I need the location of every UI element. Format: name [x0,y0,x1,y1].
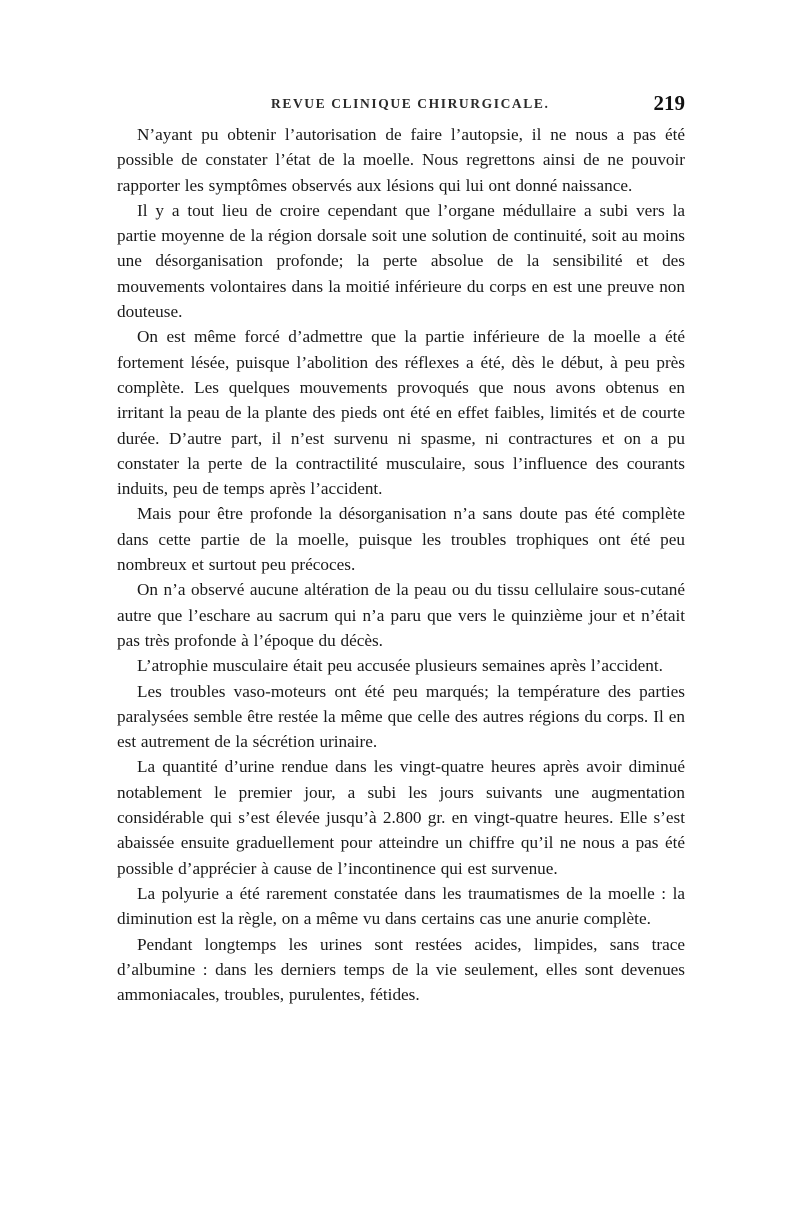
paragraph: Il y a tout lieu de croire cependant que l’organe médullaire a subi vers la partie moyenne de la région dorsale soit une solution de continuité, soit au moins une désorganisation profonde; la perte absolue de la sensibilité et des mouvements volontaires dans la moitié inférieure du corps en est une preuve non douteuse. [117,200,685,322]
paragraph: La polyurie a été rarement constatée dans les traumatismes de la moelle : la diminution est la règle, on a même vu dans certains cas une anurie complète. [117,883,685,929]
page-number: 219 [653,91,685,115]
paragraph: Pendant longtemps les urines sont restées acides, limpides, sans trace d’albumine : dans les derniers temps de la vie seulement, elles sont devenues ammoniacales, troubles, purulentes, fétides. [117,934,685,1005]
page-content [117,92,685,1007]
paragraph: On n’a observé aucune altération de la peau ou du tissu cellulaire sous-cutané autre que l’eschare au sacrum qui n’a paru que vers le quinzième jour et n’était pas très profonde à l’époque du décès. [117,580,685,650]
paragraph: Les troubles vaso-moteurs ont été peu marqués; la température des parties paralysées semble être restée la même que celle des autres régions du corps. Il en est autrement de la sécrétion urinaire. [117,681,685,752]
paragraph: La quantité d’urine rendue dans les vingt-quatre heures après avoir diminué notablement le premier jour, a subi les jours suivants une augmentation considérable qui s’est élevée jusqu’à 2.800 gr. en vingt-quatre heures. Elle s’est abaissée ensuite graduellement pour atteindre un chiffre qu’il ne nous a pas été possible d’apprécier à cause de l’incontinence qui est survenue. [117,757,685,878]
page-header [117,92,685,122]
paragraph: On est même forcé d’admettre que la partie inférieure de la moelle a été fortement lésée, puisque l’abolition des réflexes a été, dès le début, à peu près complète. Les quelques mouvements provoqués que nous avons obtenus en irritant la peau de la plante des pieds ont été en effet faibles, limités et de courte durée. D’autre part, il n’est survenu ni spasme, ni contractures et on a pu constater la perte de la contractilité musculaire, sous l’influence des courants induits, peu de temps après l’accident. [117,327,685,499]
paragraph: N’ayant pu obtenir l’autorisation de faire l’autopsie, il ne nous a pas été possible de constater l’état de la moelle. Nous regrettons ainsi de ne pouvoir rapporter les symptômes observés aux lésions qui lui ont donné naissance. [117,125,685,195]
running-head: REVUE CLINIQUE CHIRURGICALE. [271,96,550,111]
body-text [117,122,685,1007]
paragraph: L’atrophie musculaire était peu accusée plusieurs semaines après l’accident. [137,656,663,676]
paragraph: Mais pour être profonde la désorganisation n’a sans doute pas été complète dans cette partie de la moelle, puisque les troubles trophiques ont été peu nombreux et surtout peu précoces. [117,504,685,575]
